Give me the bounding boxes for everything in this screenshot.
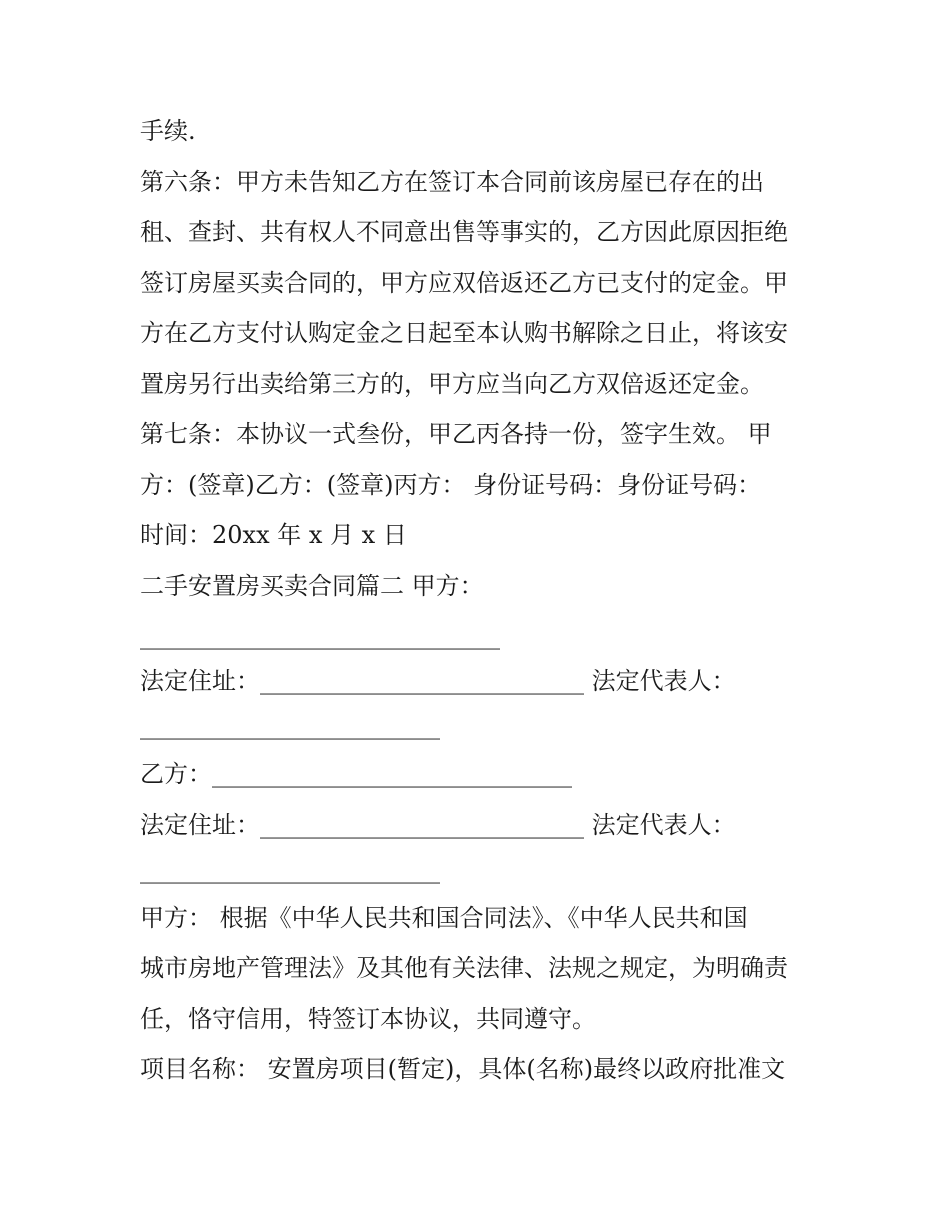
- text-line: 第六条：甲方未告知乙方在签订本合同前该房屋已存在的出: [140, 168, 764, 196]
- text-line: 法定住址：___________________________ 法定代表人：: [140, 811, 736, 839]
- text-line: 方：(签章)乙方：(签章)丙方： 身份证号码：身份证号码：: [140, 471, 762, 499]
- text-line: 手续.: [140, 117, 196, 145]
- text-line: 时间：20xx 年 x 月 x 日: [140, 521, 407, 549]
- text-line: 置房另行出卖给第三方的，甲方应当向乙方双倍返还定金。: [140, 370, 764, 398]
- text-line: 乙方：______________________________: [140, 760, 572, 788]
- text-line: 租、查封、共有权人不同意出售等事实的，乙方因此原因拒绝: [140, 218, 788, 246]
- text-line: 城市房地产管理法》及其他有关法律、法规之规定，为明确责: [140, 954, 788, 982]
- text-line: 任，恪守信用，特签订本协议，共同遵守。: [140, 1005, 596, 1033]
- text-line: 第七条：本协议一式叁份，甲乙丙各持一份，签字生效。 甲: [140, 420, 772, 448]
- text-line: 项目名称： 安置房项目(暂定)，具体(名称)最终以政府批准文: [140, 1055, 786, 1083]
- text-line: ______________________________: [140, 622, 500, 650]
- text-line: 甲方： 根据《中华人民共和国合同法》、《中华人民共和国: [140, 904, 748, 932]
- text-line: 法定住址：___________________________ 法定代表人：: [140, 667, 736, 695]
- text-line: 签订房屋买卖合同的，甲方应双倍返还乙方已支付的定金。甲: [140, 269, 788, 297]
- text-line: _________________________: [140, 712, 440, 740]
- text-line: _________________________: [140, 856, 440, 884]
- text-line: 方在乙方支付认购定金之日起至本认购书解除之日止，将该安: [140, 319, 788, 347]
- text-line: 二手安置房买卖合同篇二 甲方：: [140, 572, 484, 600]
